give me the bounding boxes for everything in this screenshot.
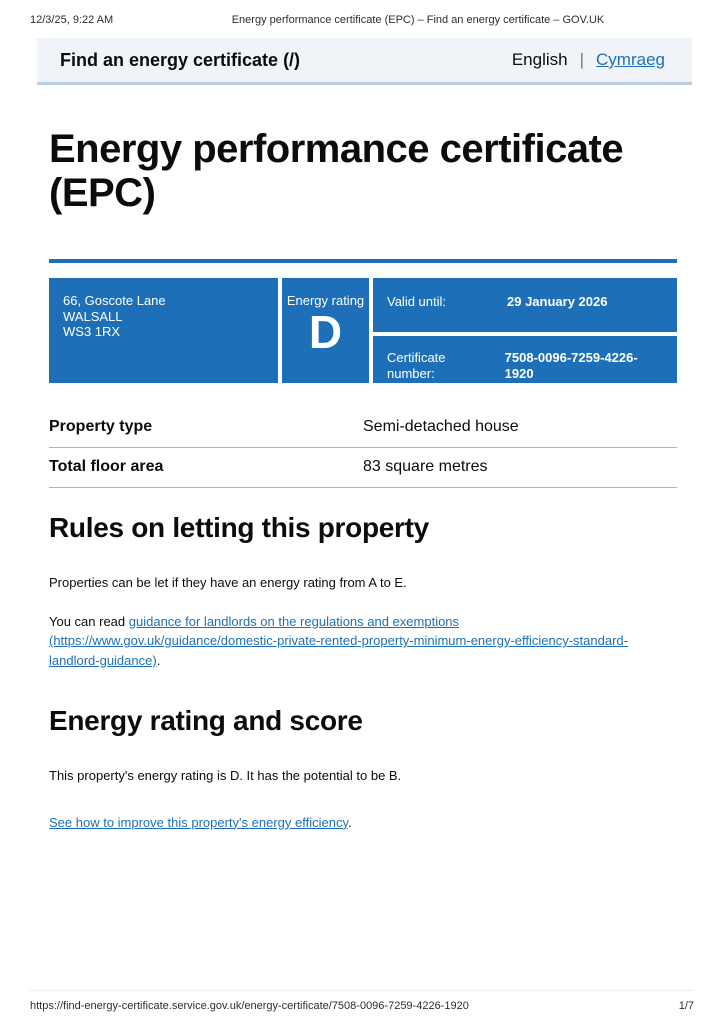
floor-area-value: 83 square metres bbox=[363, 458, 488, 475]
floor-area-label: Total floor area bbox=[49, 458, 164, 475]
page-title: Energy performance certificate (EPC) bbox=[49, 127, 624, 215]
main-content bbox=[49, 85, 677, 832]
language-switcher bbox=[512, 50, 665, 70]
certificate-details bbox=[373, 278, 677, 383]
property-summary-table bbox=[49, 408, 677, 488]
language-current: English bbox=[511, 50, 568, 69]
language-link-cymraeg[interactable]: Cymraeg bbox=[596, 50, 665, 69]
print-page-number: 1/7 bbox=[678, 1000, 694, 1012]
landlord-guidance-link[interactable]: guidance for landlords on the regulations and exemptions (https://www.gov.uk/guidance/domestic-private-rented-property-minimum-energy-efficiency-standard-landlord-guidance) bbox=[49, 613, 628, 668]
valid-until-label: Valid until: bbox=[387, 294, 447, 309]
certificate-summary-box bbox=[49, 278, 677, 383]
table-row bbox=[49, 448, 677, 488]
improve-efficiency-paragraph bbox=[49, 813, 677, 833]
energy-rating-value: D bbox=[308, 306, 343, 358]
print-document-title: Energy performance certificate (EPC) – Find an energy certificate – GOV.UK bbox=[231, 14, 605, 26]
guidance-text-prefix: You can read bbox=[49, 613, 129, 629]
print-timestamp: 12/3/25, 9:22 AM bbox=[30, 14, 114, 26]
rating-section-heading: Energy rating and score bbox=[49, 705, 363, 736]
rating-summary-paragraph: This property's energy rating is D. It has the potential to be B. bbox=[49, 768, 402, 783]
improve-efficiency-link[interactable]: See how to improve this property's energy efficiency bbox=[49, 814, 348, 830]
certificate-number-label: Certificate number: bbox=[387, 350, 446, 381]
service-header bbox=[37, 38, 692, 85]
energy-rating-label: Energy rating bbox=[286, 293, 365, 308]
table-row bbox=[49, 408, 677, 448]
letting-rules-paragraph: Properties can be let if they have an energy rating from A to E. bbox=[49, 575, 407, 590]
service-name-link[interactable]: Find an energy certificate (/) bbox=[60, 49, 301, 70]
valid-until-row bbox=[373, 278, 677, 332]
print-header bbox=[30, 14, 694, 28]
letting-rules-heading: Rules on letting this property bbox=[49, 512, 429, 543]
improve-text-suffix: . bbox=[347, 814, 352, 830]
certificate-number-value: 7508-0096-7259-4226-1920 bbox=[504, 350, 638, 381]
certificate-number-row bbox=[373, 336, 677, 383]
address-line-1: 66, Goscote Lane bbox=[63, 293, 166, 308]
guidance-text-suffix: . bbox=[156, 652, 161, 668]
property-type-value: Semi-detached house bbox=[363, 418, 519, 435]
language-divider: | bbox=[579, 50, 585, 69]
address-line-3: WS3 1RX bbox=[63, 324, 121, 339]
property-address bbox=[49, 278, 278, 383]
landlord-guidance-paragraph bbox=[49, 612, 677, 671]
section-divider bbox=[49, 259, 677, 263]
print-footer bbox=[30, 990, 694, 1012]
property-type-label: Property type bbox=[49, 418, 153, 435]
address-line-2: WALSALL bbox=[63, 308, 123, 324]
energy-rating-panel bbox=[282, 278, 369, 383]
print-footer-url: https://find-energy-certificate.service.gov.uk/energy-certificate/7508-0096-7259-4226-1920 bbox=[30, 1000, 469, 1012]
valid-until-value: 29 January 2026 bbox=[507, 294, 608, 309]
